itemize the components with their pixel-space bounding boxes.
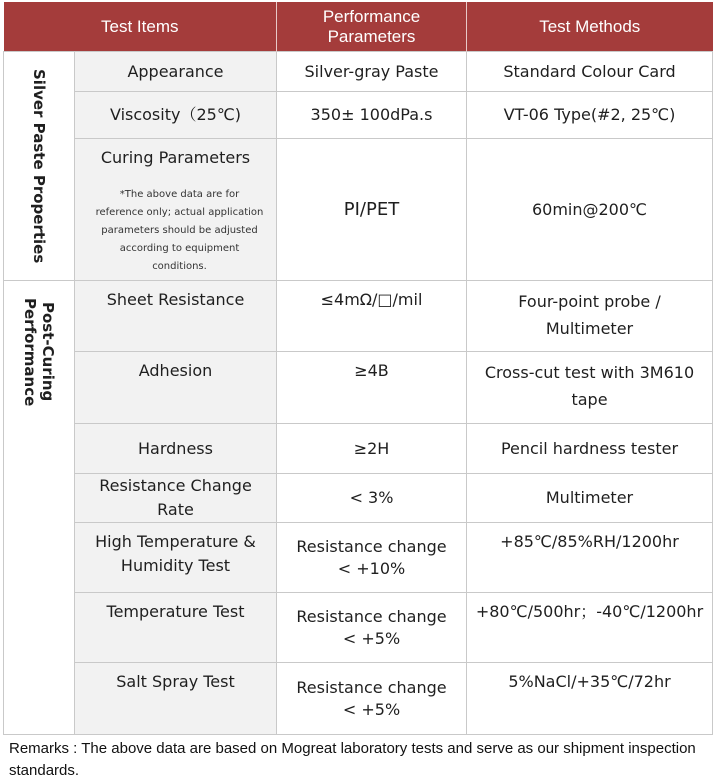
row-param-line1: Resistance change bbox=[296, 677, 447, 697]
table-row bbox=[4, 52, 713, 92]
row-method: 60min@200℃ bbox=[467, 139, 713, 281]
row-item-line1: High Temperature & bbox=[95, 532, 256, 551]
row-method-line2: Multimeter bbox=[545, 319, 634, 338]
row-param-line2: < +10% bbox=[337, 558, 406, 578]
row-method-line1: Cross-cut test with 3M610 bbox=[484, 363, 695, 382]
row-item: Appearance bbox=[75, 52, 277, 92]
table-row bbox=[4, 523, 713, 593]
group-label-line1: Post-Curing bbox=[39, 302, 57, 402]
row-method bbox=[467, 281, 713, 352]
table-row bbox=[4, 281, 713, 352]
group-post-curing-performance bbox=[4, 281, 75, 735]
row-param bbox=[277, 593, 467, 663]
row-param: 350± 100dPa.s bbox=[277, 92, 467, 139]
group-silver-paste-properties bbox=[4, 52, 75, 281]
row-item bbox=[75, 523, 277, 593]
row-item: Viscosity（25℃) bbox=[75, 92, 277, 139]
header-col2-line1: Performance bbox=[322, 6, 421, 26]
remarks-text: Remarks : The above data are based on Mogreat laboratory tests and serve as our shipment inspection standards. bbox=[9, 740, 696, 779]
row-item: Salt Spray Test bbox=[75, 663, 277, 735]
row-param bbox=[277, 663, 467, 735]
row-param: ≥4B bbox=[277, 352, 467, 424]
row-method: +85℃/85%RH/1200hr bbox=[467, 523, 713, 593]
group-label bbox=[21, 298, 57, 406]
table-row bbox=[4, 663, 713, 735]
row-param: ≥2H bbox=[277, 424, 467, 474]
row-method-line2: tape bbox=[571, 390, 608, 409]
group-label: Silver Paste Properties bbox=[30, 68, 48, 264]
header-col2-line2: Parameters bbox=[327, 26, 416, 46]
row-method: +80℃/500hr；-40℃/1200hr bbox=[467, 593, 713, 663]
row-param: < 3% bbox=[277, 474, 467, 523]
table-row bbox=[4, 92, 713, 139]
row-param: ≤4mΩ/□/mil bbox=[277, 281, 467, 352]
row-item: Resistance Change Rate bbox=[75, 474, 277, 523]
spec-table bbox=[3, 2, 713, 735]
row-item: Hardness bbox=[75, 424, 277, 474]
row-item: Temperature Test bbox=[75, 593, 277, 663]
group-label-line2: Performance bbox=[21, 297, 39, 406]
row-method bbox=[467, 352, 713, 424]
header-performance-parameters bbox=[277, 2, 467, 52]
table-row bbox=[4, 424, 713, 474]
reference-note: *The above data are for reference only; actual application parameters should be adjusted according to equipment conditions. bbox=[95, 189, 264, 272]
row-item: Sheet Resistance bbox=[75, 281, 277, 352]
row-param-line1: Resistance change bbox=[296, 606, 447, 626]
row-item: Curing Parameters bbox=[100, 148, 251, 167]
row-param: Silver-gray Paste bbox=[277, 52, 467, 92]
row-method: Pencil hardness tester bbox=[467, 424, 713, 474]
header-test-items: Test Items bbox=[4, 2, 277, 52]
row-method: VT-06 Type(#2, 25℃) bbox=[467, 92, 713, 139]
row-method: 5%NaCl/+35℃/72hr bbox=[467, 663, 713, 735]
row-method: Standard Colour Card bbox=[467, 52, 713, 92]
row-param: PI/PET bbox=[277, 139, 467, 281]
row-item-curing bbox=[75, 139, 277, 281]
row-method-line1: Four-point probe / bbox=[518, 292, 661, 311]
row-param bbox=[277, 523, 467, 593]
header-row bbox=[4, 2, 713, 52]
row-param-line1: Resistance change bbox=[296, 536, 447, 556]
row-method: Multimeter bbox=[467, 474, 713, 523]
row-param-line2: < +5% bbox=[342, 628, 401, 648]
table-row bbox=[4, 352, 713, 424]
row-param-line2: < +5% bbox=[342, 699, 401, 719]
table-row bbox=[4, 593, 713, 663]
table-row bbox=[4, 139, 713, 281]
row-item: Adhesion bbox=[75, 352, 277, 424]
header-test-methods: Test Methods bbox=[467, 2, 713, 52]
row-item-line2: Humidity Test bbox=[120, 556, 231, 575]
table-row bbox=[4, 474, 713, 523]
